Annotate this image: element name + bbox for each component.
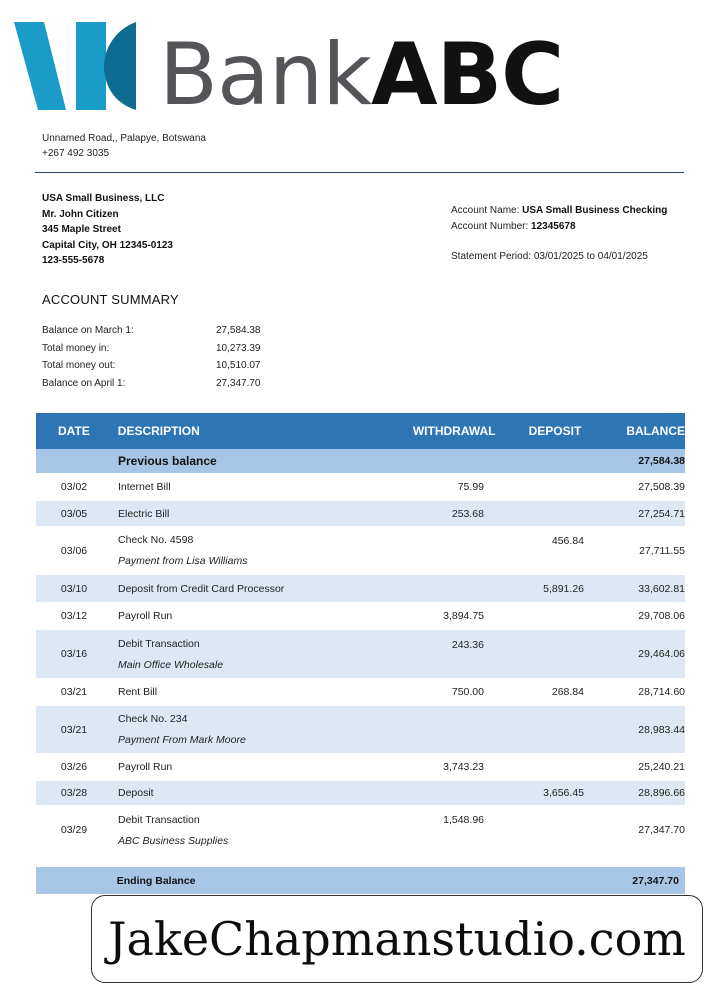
customer-company: USA Small Business, LLC (42, 193, 165, 204)
summary-row: Total money in: 10,273.39 (42, 342, 261, 354)
header-balance: BALANCE (626, 424, 685, 438)
row-memo: Payment from Lisa Williams (118, 555, 248, 567)
header-description: DESCRIPTION (117, 424, 200, 438)
row-memo: Payment From Mark Moore (118, 734, 246, 746)
table-row: 03/06 Check No. 4598 Payment from Lisa Williams 456.84 27,711.55 (60, 534, 685, 567)
table-row: 03/21 Check No. 234 Payment From Mark Moore 28,983.44 (36, 706, 685, 753)
watermark-box (91, 895, 703, 983)
header-deposit: DEPOSIT (528, 424, 582, 438)
table-header (36, 413, 685, 449)
ending-balance-label: Ending Balance (116, 874, 196, 887)
account-name: Account Name: USA Small Business Checking (451, 205, 668, 216)
bank-logo-mark-icon (14, 22, 154, 112)
bank-address (42, 131, 206, 161)
table-row: 03/28 Deposit 3,656.45 28,896.66 (36, 781, 685, 805)
summary-row: Balance on April 1: 27,347.70 (42, 377, 261, 389)
table-row: 03/05 Electric Bill 253.68 27,254.71 (36, 501, 685, 526)
header-date: DATE (58, 424, 90, 438)
transactions-table (36, 413, 685, 894)
bank-name (159, 25, 564, 125)
ending-balance-row (36, 867, 685, 894)
account-summary (42, 322, 261, 392)
customer-city: Capital City, OH 12345-0123 (42, 239, 173, 251)
customer-block (42, 191, 173, 269)
table-row: 03/29 Debit Transaction ABC Business Supplies 1,548.96 27,347.70 (60, 813, 685, 847)
bank-logo (14, 22, 564, 125)
previous-balance-value: 27,584.38 (638, 455, 685, 467)
customer-street: 345 Maple Street (42, 224, 121, 235)
bank-name-light: Bank (159, 25, 372, 125)
account-number: Account Number: 12345678 (451, 220, 576, 232)
row-memo: Main Office Wholesale (118, 658, 224, 671)
ending-balance-value: 27,347.70 (632, 874, 679, 887)
watermark-text: JakeChapmanstudio.com (108, 912, 686, 966)
table-row: 03/12 Payroll Run 3,894.75 29,708.06 (60, 610, 685, 622)
bank-address-line: Unnamed Road,, Palapye, Botswana (42, 133, 206, 144)
account-summary-title: ACCOUNT SUMMARY (42, 292, 179, 307)
customer-name: Mr. John Citizen (42, 208, 119, 220)
table-row: 03/26 Payroll Run 3,743.23 25,240.21 (60, 761, 685, 773)
table-row: 03/16 Debit Transaction Main Office Wholesale 243.36 29,464.06 (36, 630, 685, 678)
previous-balance-label: Previous balance (118, 454, 217, 468)
table-row: 03/02 Internet Bill 75.99 27,508.39 (60, 481, 685, 493)
statement-period: Statement Period: 03/01/2025 to 04/01/2025 (451, 251, 648, 262)
table-row: 03/10 Deposit from Credit Card Processor 5,891.26 33,602.81 (36, 575, 685, 602)
bank-name-bold: ABC (371, 25, 564, 125)
customer-phone: 123-555-5678 (42, 255, 105, 266)
header-divider (35, 172, 684, 173)
previous-balance-row (36, 449, 685, 473)
account-info (451, 203, 667, 265)
bank-phone: +267 492 3035 (42, 148, 110, 159)
summary-row: Total money out: 10,510.07 (42, 360, 261, 371)
header-withdrawal: WITHDRAWAL (412, 424, 496, 438)
row-memo: ABC Business Supplies (118, 834, 229, 847)
table-row: 03/21 Rent Bill 750.00 268.84 28,714.60 (60, 686, 685, 698)
summary-row: Balance on March 1: 27,584.38 (42, 325, 261, 336)
